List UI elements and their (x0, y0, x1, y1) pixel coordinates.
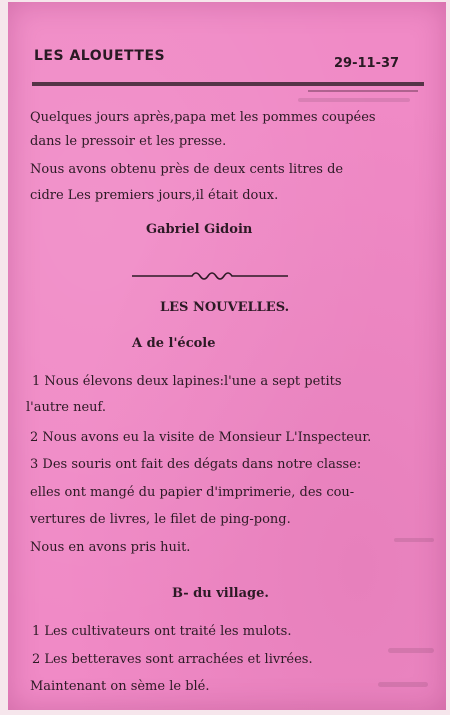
school-news-line-1: 1 Nous élevons deux lapines:l'une a sept petits (32, 374, 342, 389)
ink-smudge (394, 538, 434, 542)
ink-smudge (378, 682, 428, 687)
newsletter-title: LES ALOUETTES (34, 48, 166, 64)
newsletter-page (8, 2, 446, 710)
school-news-line-2: l'autre neuf. (26, 400, 107, 415)
school-news-title: A de l'école (132, 336, 216, 351)
ink-smudge (388, 648, 434, 653)
school-news-line-7: Nous en avons pris huit. (30, 540, 191, 555)
separator-ornament (130, 264, 290, 284)
story-line-2: dans le pressoir et les presse. (30, 134, 227, 149)
village-news-line-2: 2 Les betteraves sont arrachées et livrées. (32, 652, 313, 667)
story-line-4: cidre Les premiers jours,il était doux. (30, 188, 279, 203)
school-news-line-6: vertures de livres, le filet de ping-pong. (30, 512, 291, 527)
story-line-3: Nous avons obtenu près de deux cents litres de (30, 162, 344, 177)
school-news-line-3: 2 Nous avons eu la visite de Monsieur L'Inspecteur. (30, 430, 372, 445)
school-news-line-5: elles ont mangé du papier d'imprimerie, des cou- (30, 485, 355, 500)
story-author: Gabriel Gidoin (146, 222, 253, 237)
news-title: LES NOUVELLES. (160, 300, 290, 315)
newsletter-date: 29-11-37 (334, 56, 400, 71)
header-rule-faint (308, 90, 418, 92)
village-news-line-1: 1 Les cultivateurs ont traité les mulots. (32, 624, 292, 639)
header-rule (32, 82, 424, 86)
story-line-1: Quelques jours après,papa met les pommes coupées (30, 110, 376, 125)
village-news-line-3: Maintenant on sème le blé. (30, 679, 210, 694)
school-news-line-4: 3 Des souris ont fait des dégats dans notre classe: (30, 457, 362, 472)
village-news-title: B- du village. (172, 586, 269, 601)
ink-smudge (298, 98, 410, 102)
